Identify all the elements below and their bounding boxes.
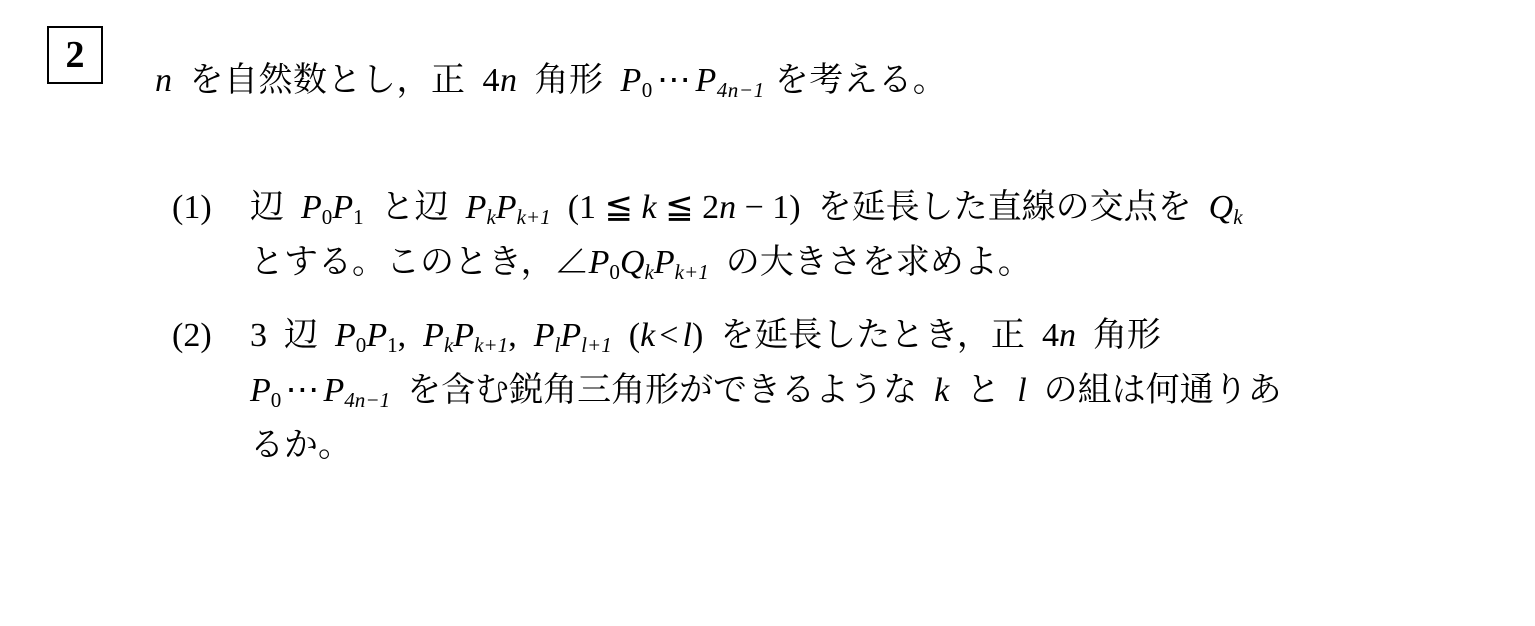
list-item <box>172 308 1492 473</box>
item-1-line-1: 辺 $P_0P_1$ と辺 $P_kP_{k+1}$ (1 ≦ k ≦ 2n − 1) を延長した直線の交点を $Q_k$ <box>250 189 1243 229</box>
item-2-line-3: るか。 <box>250 427 352 465</box>
item-body-1 <box>250 180 1492 290</box>
item-2-line-1: 3 辺 $P_0P_1$, $P_kP_{k+1}$, $P_lP_{l+1}$ (k < l) を延長したとき，正 4n 角形 <box>250 317 1161 358</box>
item-label-2: (2) <box>172 317 212 355</box>
problem-number-box <box>47 26 103 84</box>
item-2-line-2: $P_0$ ⋯ $P_{4n-1}$ を含む鋭角三角形ができるような k と l の組は何通りあ <box>250 372 1282 413</box>
item-body-2 <box>250 308 1492 473</box>
stem-variable-n: n <box>155 62 173 99</box>
problem-items <box>172 180 1492 491</box>
stem-number-4n: 4n <box>482 62 518 99</box>
item-label-1: (1) <box>172 189 212 226</box>
stem-dots: ⋯ <box>656 62 692 99</box>
problem-number: 2 <box>65 34 85 76</box>
stem-polygon-end: $P_{4n-1}$ <box>695 62 765 102</box>
problem-stem <box>155 52 947 101</box>
item-1-line-2: とする。このとき，$\angle P_0Q_kP_{k+1}$ の大きさを求めよ。 <box>250 244 1032 284</box>
list-item <box>172 180 1492 290</box>
stem-text-1: を自然数とし，正 <box>189 62 466 99</box>
stem-polygon-start: $P_0$ <box>620 62 653 102</box>
stem-text-2: 角形 <box>534 62 604 99</box>
stem-text-3: を考える。 <box>774 62 948 99</box>
